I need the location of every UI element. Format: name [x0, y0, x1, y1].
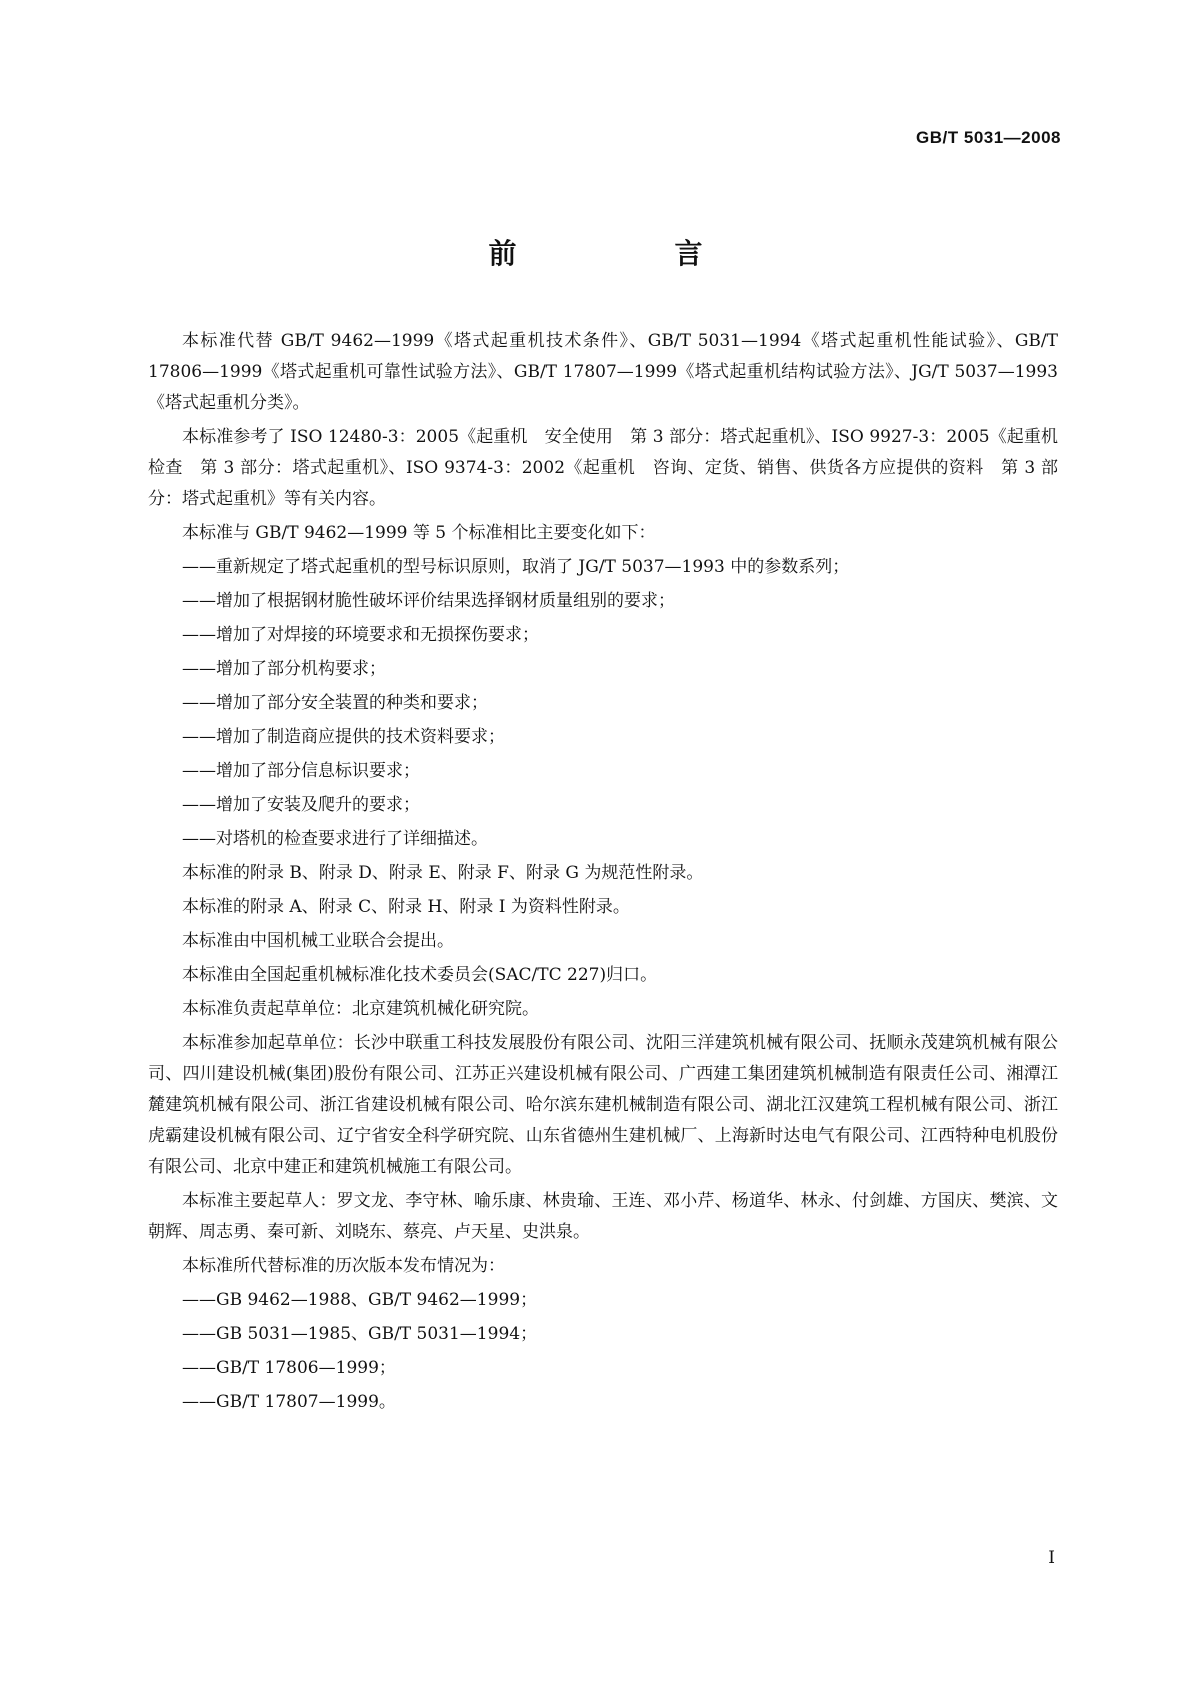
list-item: ——对塔机的检查要求进行了详细描述。 — [182, 829, 488, 849]
paragraph-informative-annexes: 本标准的附录 A、附录 C、附录 H、附录 I 为资料性附录。 — [182, 897, 630, 917]
list-item: ——重新规定了塔式起重机的型号标识原则，取消了 JG/T 5037—1993 中的参数系列； — [182, 557, 850, 577]
list-item: ——GB/T 17807—1999。 — [182, 1392, 396, 1412]
changes-list — [148, 552, 1058, 855]
list-item: ——增加了安装及爬升的要求； — [182, 795, 420, 815]
paragraph-changes-intro: 本标准与 GB/T 9462—1999 等 5 个标准相比主要变化如下： — [182, 523, 656, 543]
paragraph-history-intro: 本标准所代替标准的历次版本发布情况为： — [182, 1256, 505, 1276]
paragraph-references: 本标准参考了 ISO 12480-3：2005《起重机 安全使用 第 3 部分：塔式起重机》、ISO 9927-3：2005《起重机 检查 第 3 部分：塔式起重机》、ISO 9374-3：2002《起重机 咨询、定货、销售、供货各方应提供的资料 第 3 部分：塔式起重机》等有关内容。 — [148, 427, 1075, 509]
list-item: ——增加了制造商应提供的技术资料要求； — [182, 727, 505, 747]
list-item: ——增加了根据钢材脆性破坏评价结果选择钢材质量组别的要求； — [182, 591, 675, 611]
standard-code: GB/T 5031—2008 — [916, 128, 1061, 147]
list-item: ——增加了部分信息标识要求； — [182, 761, 420, 781]
list-item: ——增加了部分机构要求； — [182, 659, 386, 679]
list-item: ——GB/T 17806—1999； — [182, 1358, 396, 1378]
foreword-body — [148, 326, 1075, 1421]
paragraph-proposer: 本标准由中国机械工业联合会提出。 — [182, 931, 454, 951]
paragraph-replaces: 本标准代替 GB/T 9462—1999《塔式起重机技术条件》、GB/T 5031—1994《塔式起重机性能试验》、GB/T 17806—1999《塔式起重机可靠性试验方法》、GB/T 17807—1999《塔式起重机结构试验方法》、JG/T 5037—1993《塔式起重机分类》。 — [148, 331, 1058, 413]
list-item: ——增加了部分安全装置的种类和要求； — [182, 693, 488, 713]
page-title: 前 言 — [488, 237, 737, 270]
history-list — [148, 1285, 1058, 1418]
paragraph-normative-annexes: 本标准的附录 B、附录 D、附录 E、附录 F、附录 G 为规范性附录。 — [182, 863, 704, 883]
page-number: I — [1048, 1548, 1055, 1568]
list-item: ——增加了对焊接的环境要求和无损探伤要求； — [182, 625, 539, 645]
list-item: ——GB 9462—1988、GB/T 9462—1999； — [182, 1290, 538, 1310]
paragraph-lead-drafter: 本标准负责起草单位：北京建筑机械化研究院。 — [182, 999, 539, 1019]
paragraph-committee: 本标准由全国起重机械标准化技术委员会(SAC/TC 227)归口。 — [182, 965, 658, 985]
paragraph-main-drafters: 本标准主要起草人：罗文龙、李守林、喻乐康、林贵瑜、王连、邓小芹、杨道华、林永、付剑雄、方国庆、樊滨、文朝辉、周志勇、秦可新、刘晓东、蔡亮、卢天星、史洪泉。 — [148, 1191, 1058, 1242]
paragraph-participating-drafters: 本标准参加起草单位：长沙中联重工科技发展股份有限公司、沈阳三洋建筑机械有限公司、抚顺永茂建筑机械有限公司、四川建设机械(集团)股份有限公司、江苏正兴建设机械有限公司、广西建工集团建筑机械制造有限责任公司、湘潭江麓建筑机械有限公司、浙江省建设机械有限公司、哈尔滨东建机械制造有限公司、湖北江汉建筑工程机械有限公司、浙江虎霸建设机械有限公司、辽宁省安全科学研究院、山东省德州生建机械厂、上海新时达电气有限公司、江西特种电机股份有限公司、北京中建正和建筑机械施工有限公司。 — [148, 1033, 1058, 1177]
list-item: ——GB 5031—1985、GB/T 5031—1994； — [182, 1324, 538, 1344]
